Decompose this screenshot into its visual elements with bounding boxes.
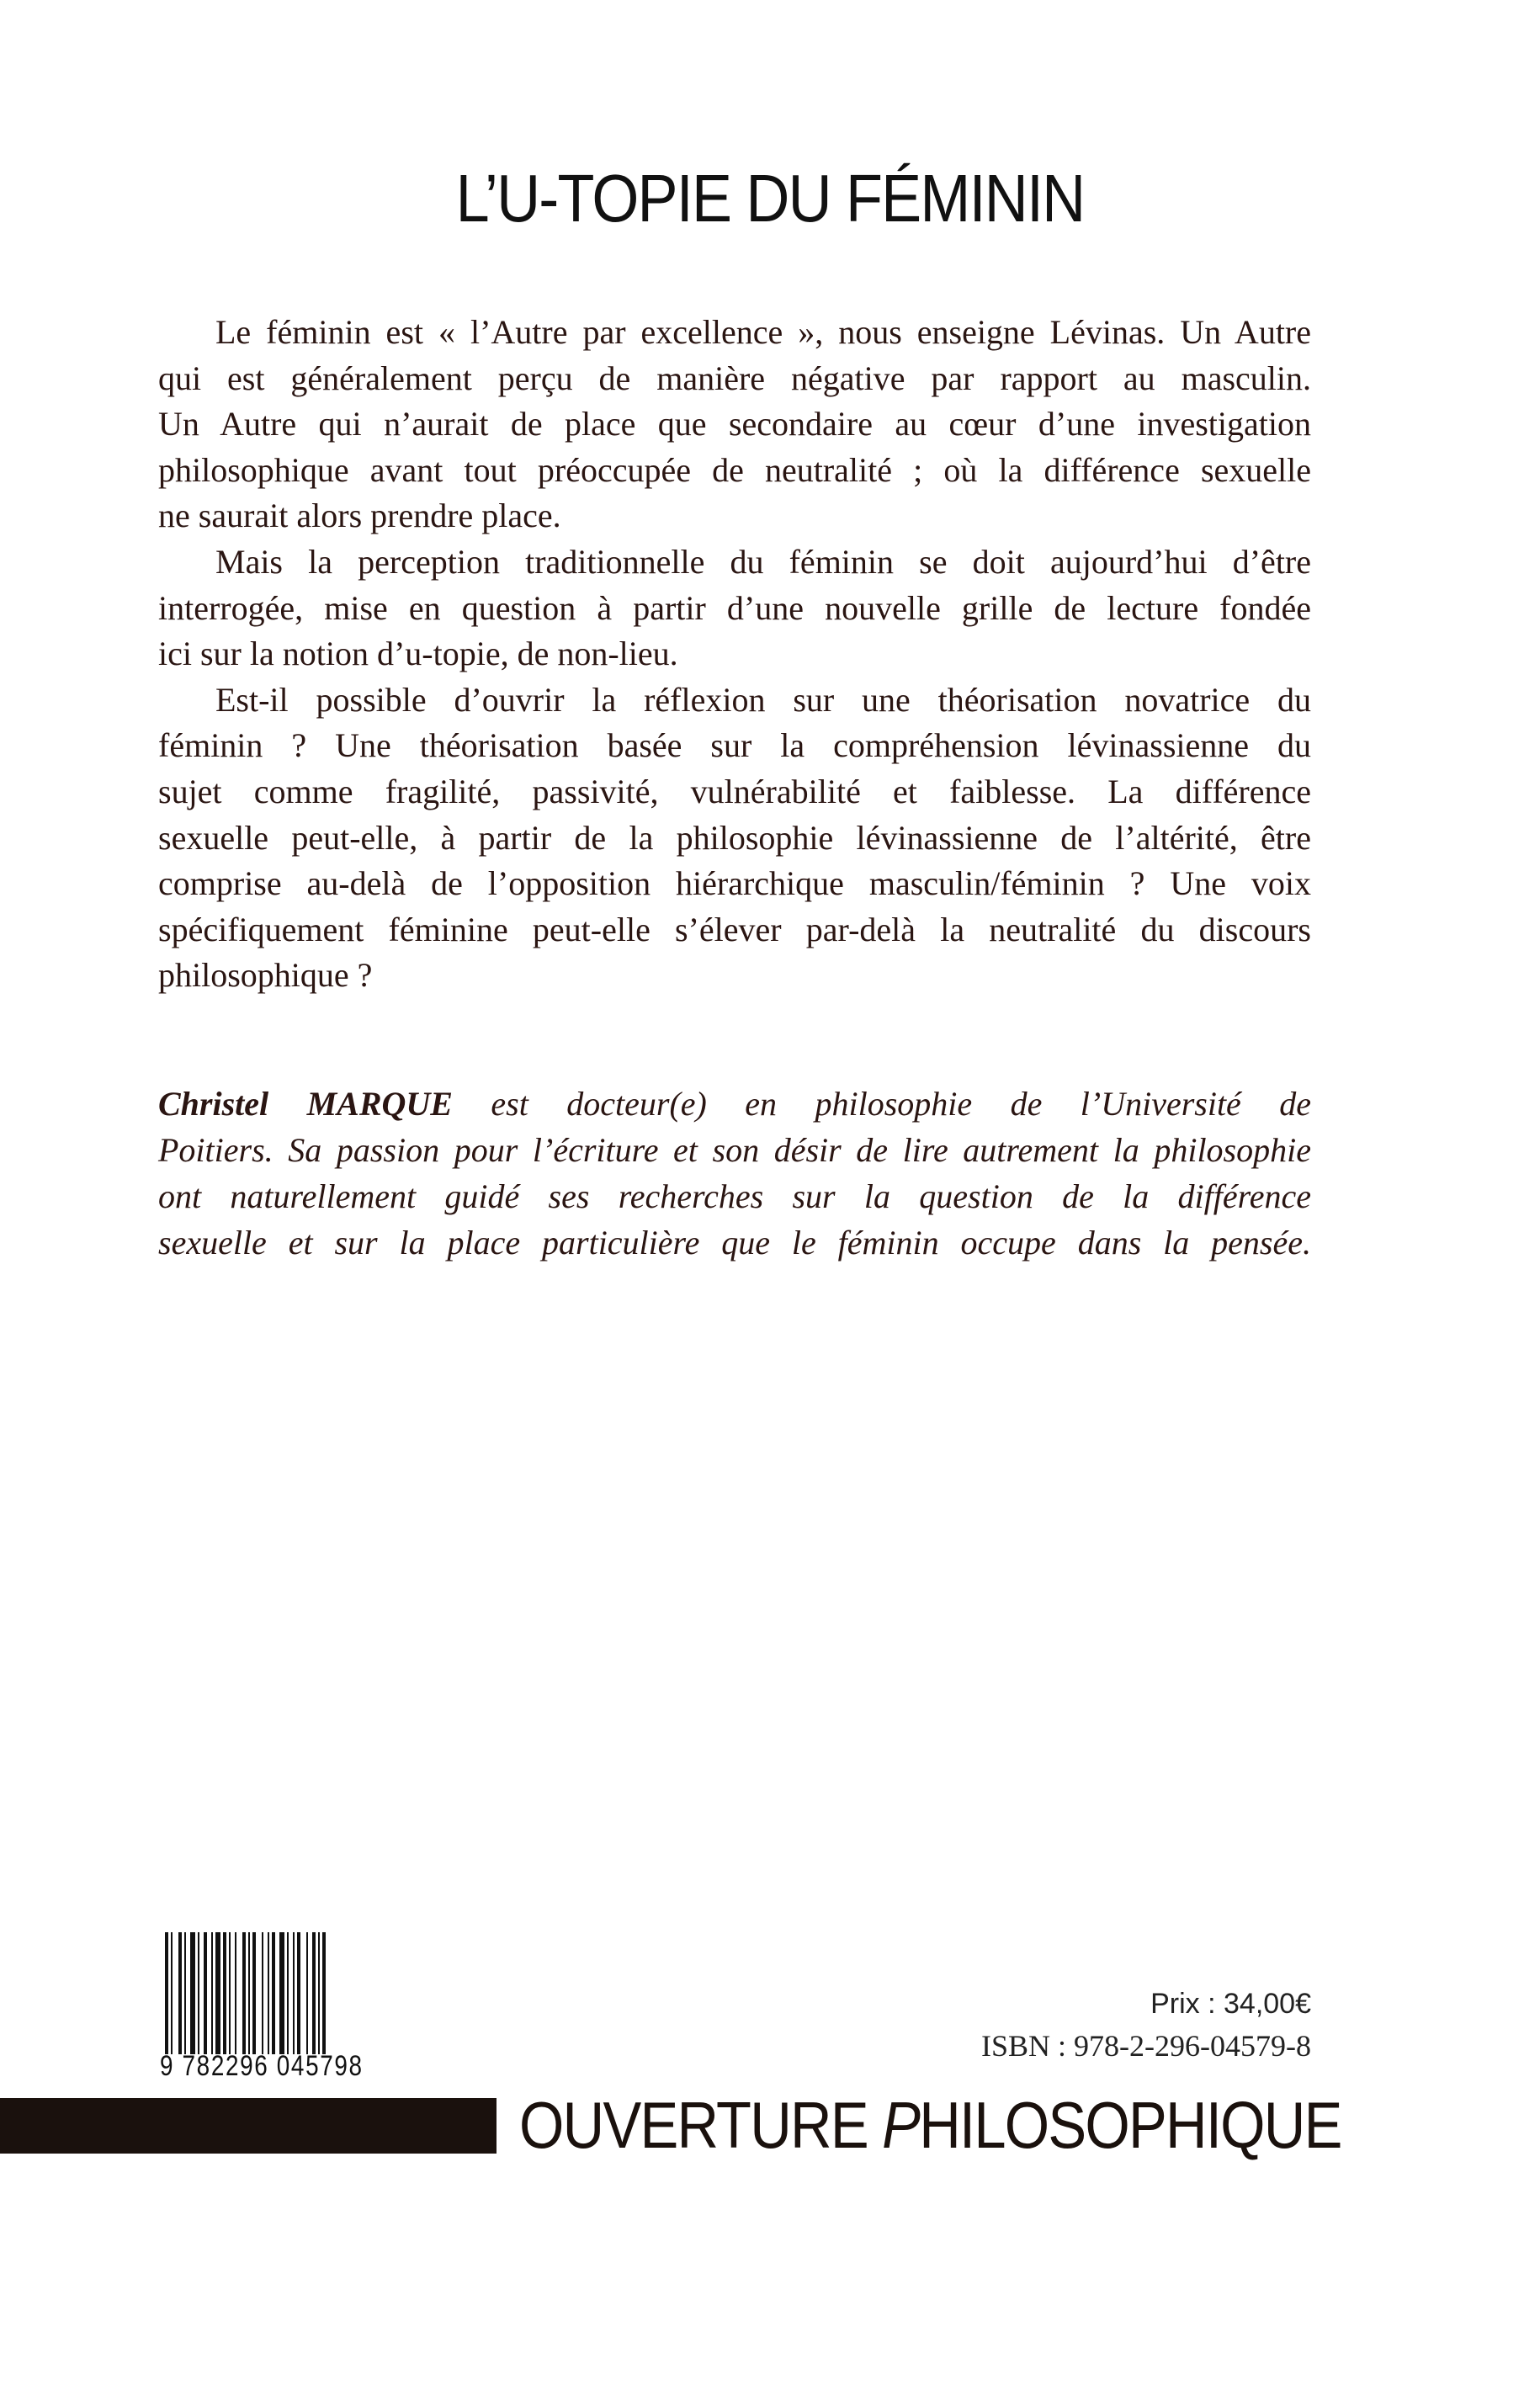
barcode-bar	[287, 1932, 289, 2054]
barcode-bar	[252, 1932, 256, 2054]
book-title: L’U-TOPIE DU FÉMININ	[455, 161, 1085, 236]
author-name: Christel MARQUE	[158, 1085, 453, 1123]
barcode-bar	[322, 1932, 326, 2054]
paragraph-1	[158, 310, 1311, 539]
text-line: sujet comme fragilité, passivité, vulnérabilité et faiblesse. La différence	[158, 772, 1311, 810]
text-line: ici sur la notion d’u-topie, de non-lieu.	[158, 635, 678, 673]
text-line: Est-il possible d’ouvrir la réflexion sur une théorisation novatrice du	[215, 680, 1311, 719]
barcode-bar	[171, 1932, 173, 2054]
barcode-bar	[242, 1932, 246, 2054]
text-line: interrogée, mise en question à partir d’une nouvelle grille de lecture fondée	[158, 588, 1311, 627]
series-initial: P	[882, 2088, 920, 2162]
barcode-bar	[190, 1932, 195, 2054]
text-line	[158, 1081, 1311, 1127]
barcode-bar	[306, 1932, 308, 2054]
barcode-bar	[318, 1932, 320, 2054]
paragraph-3	[158, 677, 1311, 999]
barcode-bar	[211, 1932, 213, 2054]
barcode-bars	[165, 1932, 417, 2054]
price: Prix : 34,00€	[1150, 1988, 1311, 2020]
text-line: comprise au-delà de l’opposition hiérarchique masculin/féminin ? Une voix	[158, 864, 1311, 903]
text-line: Un Autre qui n’aurait de place que secondaire au cœur d’une investigation	[158, 405, 1311, 444]
barcode-bar	[279, 1932, 284, 2054]
barcode-bar	[293, 1932, 295, 2054]
text-line: sexuelle et sur la place particulière que le féminin occupe dans la pensée.	[158, 1224, 1311, 1262]
barcode-bar	[215, 1932, 220, 2054]
author-bio	[158, 1081, 1311, 1266]
text-line: philosophique ?	[158, 956, 373, 995]
barcode-bar	[272, 1932, 275, 2054]
barcode-bar	[297, 1932, 300, 2054]
text-line: ne saurait alors prendre place.	[158, 497, 561, 535]
barcode	[160, 1932, 429, 2080]
series-word-2: HILOSOPHIQUE	[919, 2088, 1341, 2162]
barcode-digits: 9 782296 045798	[160, 2050, 364, 2082]
barcode-bar	[223, 1932, 226, 2054]
text-line: Poitiers. Sa passion pour l’écriture et son désir de lire autrement la philosophie	[158, 1131, 1311, 1169]
barcode-bar	[198, 1932, 199, 2054]
series-name	[519, 2087, 1341, 2164]
text-line: ont naturellement guidé ses recherches sur la question de la différence	[158, 1177, 1311, 1215]
text-line: Mais la perception traditionnelle du féminin se doit aujourd’hui d’être	[215, 542, 1311, 581]
barcode-bar	[262, 1932, 263, 2054]
text-line: spécifiquement féminine peut-elle s’élever par-delà la neutralité du discours	[158, 910, 1311, 948]
barcode-bar	[184, 1932, 186, 2054]
barcode-bar	[165, 1932, 168, 2054]
barcode-bar	[204, 1932, 207, 2054]
text-line: philosophique avant tout préoccupée de neutralité ; où la différence sexuelle	[158, 450, 1311, 489]
blurb	[158, 310, 1311, 999]
text-line: sexuelle peut-elle, à partir de la philosophie lévinassienne de l’altérité, être	[158, 818, 1311, 857]
series-bar	[0, 2098, 497, 2154]
bio-text: est docteur(e) en philosophie de l’Université de	[452, 1085, 1311, 1123]
barcode-bar	[229, 1932, 231, 2054]
isbn: ISBN : 978-2-296-04579-8	[981, 2029, 1311, 2063]
text-line: qui est généralement perçu de manière négative par rapport au masculin.	[158, 359, 1311, 397]
barcode-bar	[248, 1932, 250, 2054]
text-line: féminin ? Une théorisation basée sur la compréhension lévinassienne du	[158, 726, 1311, 765]
barcode-bar	[268, 1932, 269, 2054]
barcode-bar	[235, 1932, 236, 2054]
paragraph-2	[158, 539, 1311, 677]
barcode-bar	[178, 1932, 182, 2054]
text-line: Le féminin est « l’Autre par excellence », nous enseigne Lévinas. Un Autre	[215, 313, 1311, 351]
barcode-bar	[312, 1932, 316, 2054]
series-word-1: OUVERTURE	[519, 2088, 883, 2162]
